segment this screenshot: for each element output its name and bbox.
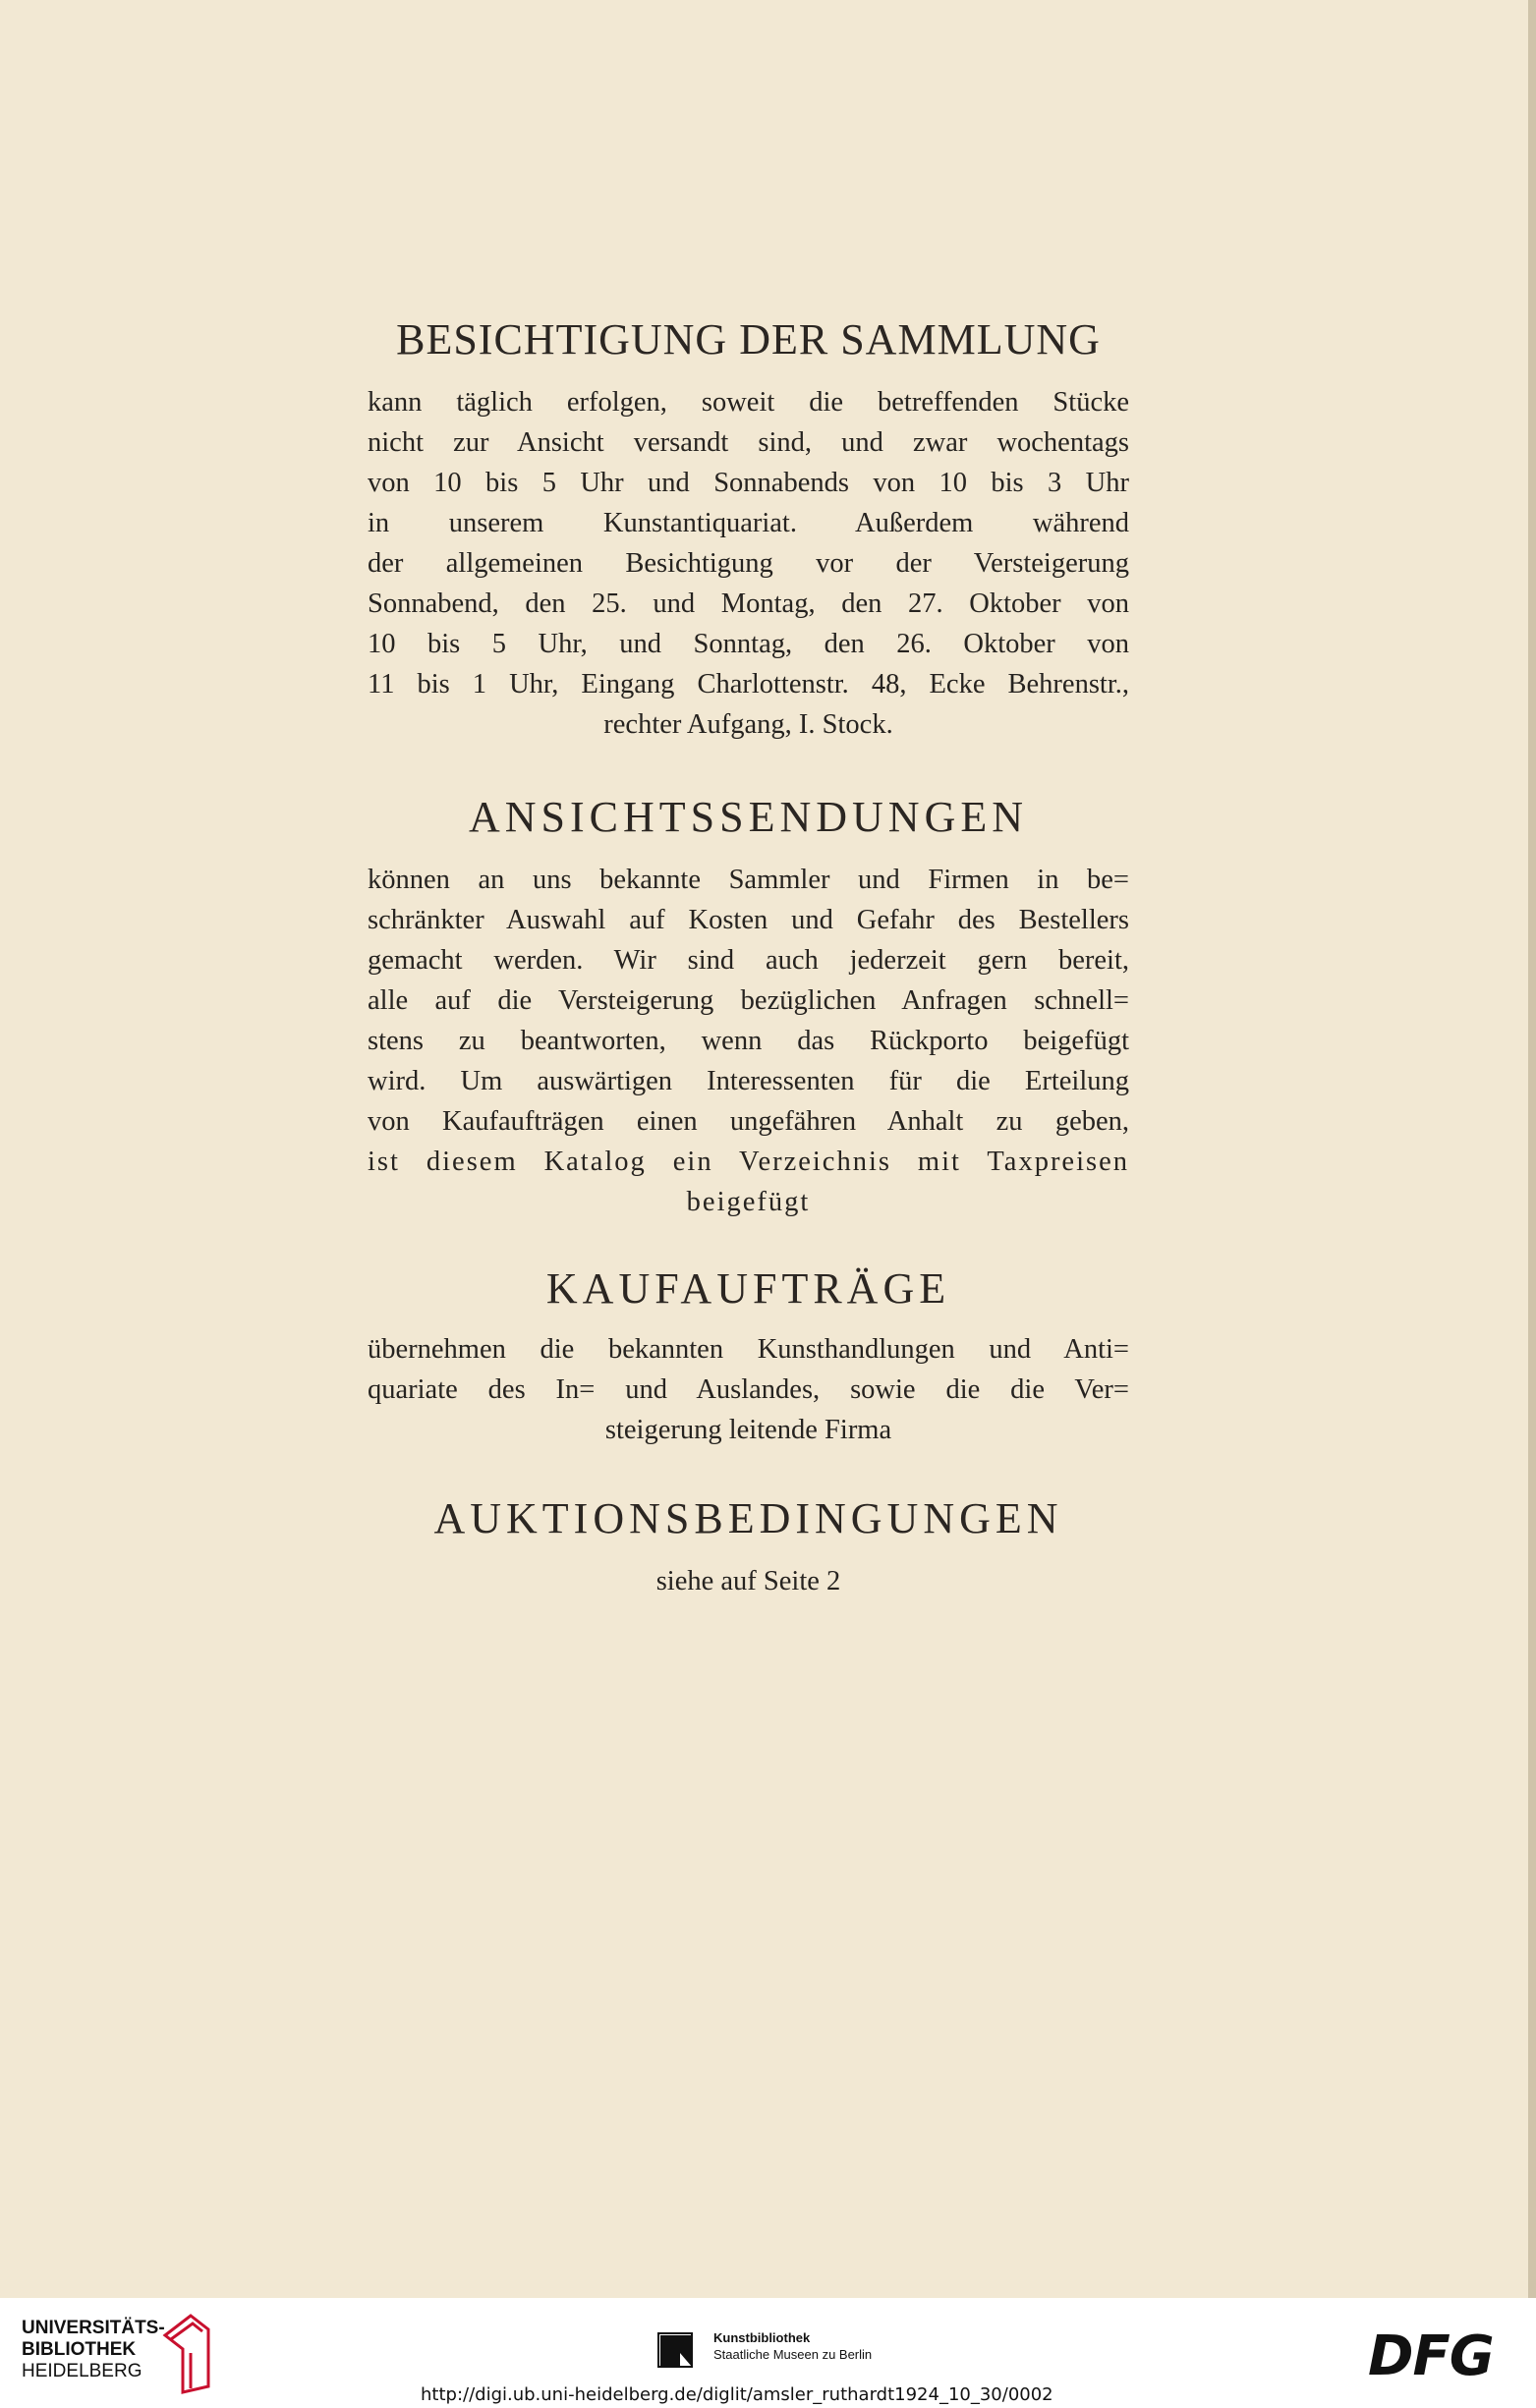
text-line: gemacht werden. Wir sind auch jederzeit gern bereit, bbox=[368, 945, 1129, 976]
heading-ansichtssendungen: ANSICHTSSENDUNGEN bbox=[468, 793, 1029, 841]
text-line: wird. Um auswärtigen Interessenten für die Erteilung bbox=[368, 1066, 1129, 1096]
text-line: 10 bis 5 Uhr, und Sonntag, den 26. Oktober von bbox=[368, 629, 1129, 659]
paragraph-ansichtssendungen bbox=[368, 860, 1129, 1222]
kunstbibliothek-label bbox=[713, 2329, 872, 2363]
text-line: nicht zur Ansicht versandt sind, und zwar wochentags bbox=[368, 427, 1129, 458]
text-line: ist diesem Katalog ein Verzeichnis mit Taxpreisen bbox=[368, 1147, 1129, 1177]
kunstbibliothek-line-1: Kunstbibliothek bbox=[713, 2330, 811, 2345]
text-line: in unserem Kunstantiquariat. Außerdem während bbox=[368, 508, 1129, 538]
ub-line-3: HEIDELBERG bbox=[22, 2361, 142, 2381]
ub-heidelberg-name bbox=[22, 2318, 165, 2382]
text-line-last: steigerung leitende Firma bbox=[604, 1415, 892, 1445]
page-content bbox=[368, 314, 1129, 1601]
kunstbibliothek-line-2: Staatliche Museen zu Berlin bbox=[713, 2347, 873, 2362]
paragraph-besichtigung bbox=[368, 382, 1129, 745]
paragraph-auktionsbedingungen bbox=[368, 1561, 1129, 1601]
text-line: von 10 bis 5 Uhr und Sonnabends von 10 bis 3 Uhr bbox=[368, 468, 1129, 498]
text-line: kann täglich erfolgen, soweit die betreffenden Stücke bbox=[368, 387, 1129, 418]
ub-line-2: BIBLIOTHEK bbox=[22, 2339, 137, 2360]
dfg-logo: DFG bbox=[1368, 2324, 1494, 2388]
text-line: der allgemeinen Besichtigung vor der Versteigerung bbox=[368, 548, 1129, 579]
text-line: Sonnabend, den 25. und Montag, den 27. Oktober von bbox=[368, 588, 1129, 619]
ub-line-1: UNIVERSITÄTS- bbox=[22, 2318, 165, 2338]
text-line: alle auf die Versteigerung bezüglichen Anfragen schnell= bbox=[368, 985, 1129, 1016]
text-line-last: siehe auf Seite 2 bbox=[655, 1566, 841, 1596]
text-line: schränkter Auswahl auf Kosten und Gefahr des Bestellers bbox=[368, 905, 1129, 935]
text-line: stens zu beantworten, wenn das Rückporto beigefügt bbox=[368, 1026, 1129, 1056]
heading-auktionsbedingungen: AUKTIONSBEDINGUNGEN bbox=[433, 1494, 1063, 1542]
text-line-last: rechter Aufgang, I. Stock. bbox=[603, 709, 893, 740]
heading-besichtigung: BESICHTIGUNG DER SAMMLUNG bbox=[396, 315, 1101, 364]
footer-bar bbox=[0, 2298, 1536, 2408]
text-line: übernehmen die bekannten Kunsthandlungen und Anti= bbox=[368, 1334, 1129, 1365]
text-line-last: beigefügt bbox=[686, 1187, 811, 1217]
page-edge-shadow bbox=[1528, 0, 1536, 2298]
text-line: 11 bis 1 Uhr, Eingang Charlottenstr. 48, Ecke Behrenstr., bbox=[368, 669, 1129, 700]
text-line: von Kaufaufträgen einen ungefähren Anhalt zu geben, bbox=[368, 1106, 1129, 1137]
paragraph-kaufauftraege bbox=[368, 1329, 1129, 1450]
source-url: http://digi.ub.uni-heidelberg.de/diglit/amsler_ruthardt1924_10_30/0002 bbox=[421, 2384, 1053, 2405]
text-line: quariate des In= und Auslandes, sowie die die Ver= bbox=[368, 1374, 1129, 1405]
kunstbibliothek-logo-icon bbox=[656, 2331, 696, 2371]
ub-heidelberg-logo-icon bbox=[157, 2310, 214, 2394]
text-line: können an uns bekannte Sammler und Firmen in be= bbox=[368, 865, 1129, 895]
heading-kaufauftraege: KAUFAUFTRÄGE bbox=[545, 1264, 951, 1313]
